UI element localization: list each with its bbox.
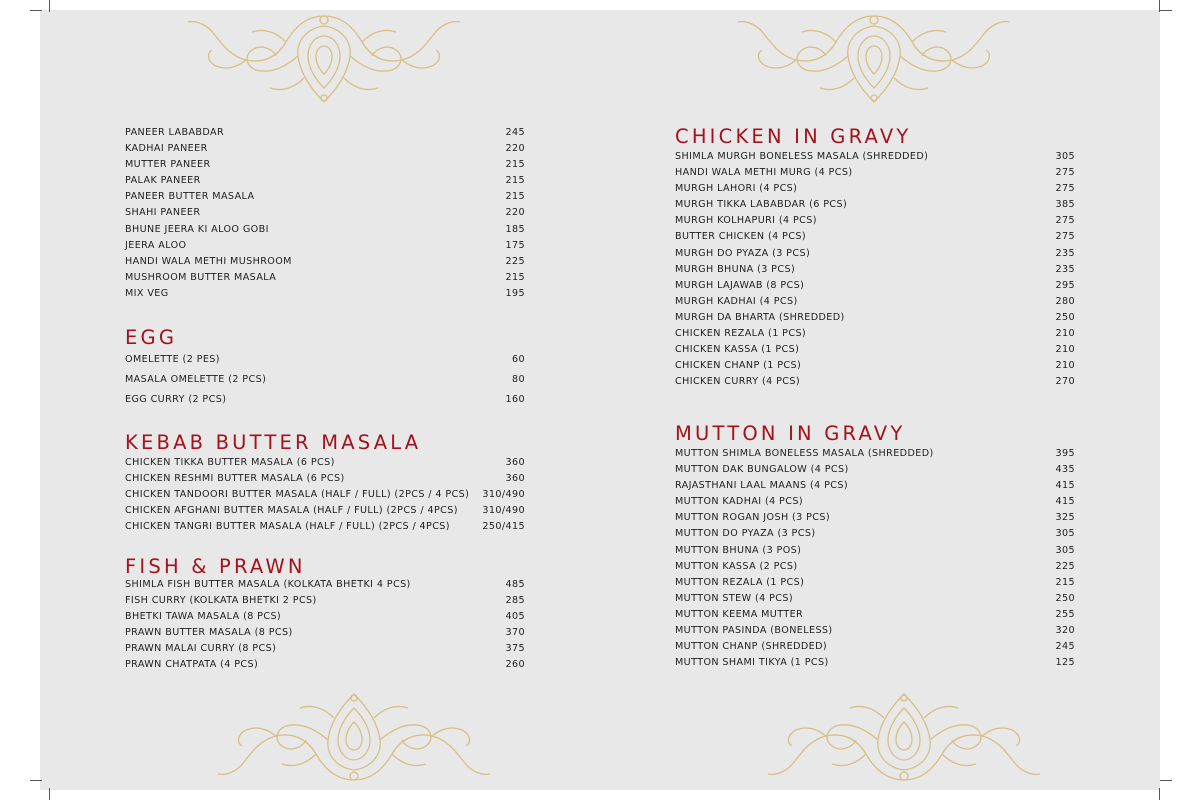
menu-item-price: 235 xyxy=(1055,263,1075,275)
menu-item xyxy=(125,657,525,673)
menu-item-price: 250 xyxy=(1055,311,1075,323)
menu-item xyxy=(125,125,525,141)
menu-item xyxy=(125,270,525,286)
menu-item-name: OMELETTE (2 PES) xyxy=(125,354,220,365)
menu-item-price: 220 xyxy=(505,143,525,155)
menu-item-price: 275 xyxy=(1055,231,1075,243)
gold-scroll-ornament-icon xyxy=(216,692,492,788)
menu-item-name: MIX VEG xyxy=(125,287,169,299)
menu-item xyxy=(125,487,525,503)
menu-item-price: 260 xyxy=(505,659,525,671)
menu-item-name: MURGH KOLHAPURI (4 PCS) xyxy=(675,215,817,227)
menu-item-name: CHICKEN TANDOORI BUTTER MASALA (HALF / FULL) (2PCS / 4 PCS) xyxy=(125,489,470,501)
menu-item-name: MURGH LAJAWAB (8 PCS) xyxy=(675,279,805,291)
menu-item-price: 275 xyxy=(1055,215,1075,227)
menu-item xyxy=(125,625,525,641)
menu-item xyxy=(675,494,1075,510)
menu-item xyxy=(125,189,525,205)
menu-item xyxy=(125,609,525,625)
menu-item-name: MUTTON STEW (4 PCS) xyxy=(675,592,793,604)
menu-item xyxy=(125,157,525,173)
menu-item-name: RAJASTHANI LAAL MAANS (4 PCS) xyxy=(675,480,848,492)
menu-item-name: MASALA OMELETTE (2 PCS) xyxy=(125,374,267,385)
menu-item xyxy=(675,278,1075,294)
menu-item-price: 275 xyxy=(1055,183,1075,195)
menu-item-price: 215 xyxy=(505,175,525,187)
menu-item-name: MUTTON ROGAN JOSH (3 PCS) xyxy=(675,512,831,524)
menu-item xyxy=(675,543,1075,559)
menu-item-price: 250/415 xyxy=(482,521,525,533)
chicken-section xyxy=(675,126,1075,390)
menu-item-name: MUTTON DAK BUNGALOW (4 PCS) xyxy=(675,464,849,476)
menu-item xyxy=(675,213,1075,229)
crop-mark xyxy=(49,0,50,12)
menu-item-name: MUTTON KADHAI (4 PCS) xyxy=(675,496,803,508)
menu-item xyxy=(125,390,525,410)
menu-item-price: 225 xyxy=(505,255,525,267)
menu-item xyxy=(125,577,525,593)
menu-item-name: EGG CURRY (2 PCS) xyxy=(125,394,227,405)
menu-item-price: 185 xyxy=(505,223,525,235)
menu-item-name: MUTTON SHAMI TIKYA (1 PCS) xyxy=(675,657,829,669)
veg-list xyxy=(125,125,525,302)
menu-item-name: KADHAI PANEER xyxy=(125,143,208,155)
menu-item-price: 80 xyxy=(511,374,525,385)
menu-item-price: 210 xyxy=(1055,328,1075,340)
menu-item xyxy=(675,246,1075,262)
gold-scroll-ornament-icon xyxy=(766,692,1042,788)
menu-item-name: SHIMLA MURGH BONELESS MASALA (SHREDDED) xyxy=(675,151,929,162)
menu-item-name: CHICKEN TANGRI BUTTER MASALA (HALF / FULL) (2PCS / 4PCS) xyxy=(125,521,450,533)
crop-mark xyxy=(1160,10,1172,11)
crop-mark xyxy=(1160,780,1172,781)
menu-item-name: FISH CURRY (KOLKATA BHETKI 2 PCS) xyxy=(125,595,317,607)
menu-item-price: 295 xyxy=(1055,279,1075,291)
menu-item-name: CHICKEN AFGHANI BUTTER MASALA (HALF / FULL) (2PCS / 4PCS) xyxy=(125,505,458,517)
menu-item-price: 275 xyxy=(1055,167,1075,179)
menu-item xyxy=(675,623,1075,639)
menu-item-name: MUTTON SHIMLA BONELESS MASALA (SHREDDED) xyxy=(675,448,934,459)
menu-item xyxy=(675,181,1075,197)
menu-item-name: MUTTON DO PYAZA (3 PCS) xyxy=(675,528,816,540)
menu-item-price: 375 xyxy=(505,643,525,655)
menu-item xyxy=(675,342,1075,358)
egg-section xyxy=(125,327,525,410)
menu-item xyxy=(675,655,1075,671)
chicken-heading: CHICKEN IN GRAVY xyxy=(675,125,912,148)
menu-item xyxy=(675,591,1075,607)
menu-item xyxy=(675,526,1075,542)
kebab-section xyxy=(125,432,525,535)
menu-item-name: CHICKEN CHANP (1 PCS) xyxy=(675,360,802,372)
crop-mark xyxy=(30,10,42,11)
menu-item-price: 360 xyxy=(505,457,525,468)
menu-item-price: 225 xyxy=(1055,560,1075,572)
menu-item-name: MURGH DA BHARTA (SHREDDED) xyxy=(675,311,845,323)
menu-item-name: MURGH DO PYAZA (3 PCS) xyxy=(675,247,811,259)
menu-item-name: HANDI WALA METHI MURG (4 PCS) xyxy=(675,167,853,179)
menu-item xyxy=(125,455,525,471)
menu-item xyxy=(675,294,1075,310)
menu-item-name: PALAK PANEER xyxy=(125,175,201,187)
menu-item-price: 235 xyxy=(1055,247,1075,259)
menu-item-name: MUTTON KASSA (2 PCS) xyxy=(675,560,798,572)
crop-mark xyxy=(49,788,50,800)
menu-item xyxy=(675,374,1075,390)
menu-item-name: MUTTON REZALA (1 PCS) xyxy=(675,576,805,588)
crop-mark xyxy=(1159,788,1160,800)
menu-item-name: SHIMLA FISH BUTTER MASALA (KOLKATA BHETKI 4 PCS) xyxy=(125,579,411,590)
menu-item xyxy=(675,310,1075,326)
menu-item xyxy=(675,229,1075,245)
menu-item-name: CHICKEN TIKKA BUTTER MASALA (6 PCS) xyxy=(125,457,335,468)
menu-item-price: 405 xyxy=(505,611,525,623)
menu-item-name: JEERA ALOO xyxy=(125,239,187,251)
menu-item-price: 280 xyxy=(1055,295,1075,307)
menu-item xyxy=(675,262,1075,278)
gold-scroll-ornament-icon xyxy=(736,8,1012,104)
fish-heading: FISH & PRAWN xyxy=(125,555,306,578)
menu-item-price: 285 xyxy=(505,595,525,607)
menu-item xyxy=(125,471,525,487)
menu-item-price: 385 xyxy=(1055,199,1075,211)
menu-item-name: CHICKEN REZALA (1 PCS) xyxy=(675,328,807,340)
menu-item-name: MUSHROOM BUTTER MASALA xyxy=(125,271,277,283)
menu-item-price: 435 xyxy=(1055,464,1075,476)
menu-item-name: MUTTER PANEER xyxy=(125,159,211,171)
menu-item-price: 325 xyxy=(1055,512,1075,524)
menu-item-name: BHUNE JEERA KI ALOO GOBI xyxy=(125,223,269,235)
menu-item-price: 255 xyxy=(1055,608,1075,620)
menu-item-price: 60 xyxy=(511,354,525,365)
menu-item-name: PANEER BUTTER MASALA xyxy=(125,191,255,203)
menu-item xyxy=(125,503,525,519)
menu-item-price: 210 xyxy=(1055,360,1075,372)
menu-item xyxy=(675,639,1075,655)
menu-item-price: 175 xyxy=(505,239,525,251)
menu-item xyxy=(125,519,525,535)
menu-item-name: MURGH TIKKA LABABDAR (6 PCS) xyxy=(675,199,848,211)
menu-item xyxy=(125,141,525,157)
menu-item xyxy=(125,593,525,609)
menu-item-name: BUTTER CHICKEN (4 PCS) xyxy=(675,231,806,243)
menu-item xyxy=(675,149,1075,165)
menu-item-price: 320 xyxy=(1055,625,1075,637)
menu-item-name: CHICKEN CURRY (4 PCS) xyxy=(675,376,800,388)
menu-item xyxy=(125,370,525,390)
menu-item xyxy=(125,173,525,189)
fish-section xyxy=(125,556,525,674)
menu-item xyxy=(675,478,1075,494)
menu-item-price: 305 xyxy=(1055,528,1075,540)
menu-item-name: PRAWN MALAI CURRY (8 PCS) xyxy=(125,643,277,655)
menu-item-name: MURGH KADHAI (4 PCS) xyxy=(675,295,798,307)
menu-item-price: 215 xyxy=(1055,576,1075,588)
menu-item xyxy=(675,559,1075,575)
menu-item xyxy=(675,462,1075,478)
menu-item-name: MUTTON BHUNA (3 POS) xyxy=(675,544,802,556)
menu-item xyxy=(125,222,525,238)
menu-item-name: CHICKEN KASSA (1 PCS) xyxy=(675,344,800,356)
menu-item-name: BHETKI TAWA MASALA (8 PCS) xyxy=(125,611,282,623)
menu-item xyxy=(125,254,525,270)
gold-scroll-ornament-icon xyxy=(186,8,462,104)
menu-item-price: 395 xyxy=(1055,448,1075,459)
menu-item-price: 270 xyxy=(1055,376,1075,388)
menu-item-price: 220 xyxy=(505,207,525,219)
menu-item-price: 415 xyxy=(1055,480,1075,492)
menu-item-name: SHAHI PANEER xyxy=(125,207,201,219)
menu-item-price: 215 xyxy=(505,191,525,203)
menu-item xyxy=(125,641,525,657)
menu-item xyxy=(675,326,1075,342)
menu-item xyxy=(675,607,1075,623)
menu-item-name: HANDI WALA METHI MUSHROOM xyxy=(125,255,292,267)
menu-item-name: PANEER LABABDAR xyxy=(125,127,225,138)
menu-item-price: 245 xyxy=(1055,641,1075,653)
menu-item-name: MUTTON KEEMA MUTTER xyxy=(675,608,804,620)
menu-item-name: MURGH LAHORI (4 PCS) xyxy=(675,183,798,195)
menu-item xyxy=(125,286,525,302)
menu-item xyxy=(675,165,1075,181)
menu-item xyxy=(125,205,525,221)
menu-item xyxy=(675,446,1075,462)
menu-item-name: MURGH BHUNA (3 PCS) xyxy=(675,263,796,275)
menu-item xyxy=(125,350,525,370)
menu-item-price: 245 xyxy=(505,127,525,138)
menu-item-name: MUTTON PASINDA (BONELESS) xyxy=(675,625,833,637)
menu-item-price: 415 xyxy=(1055,496,1075,508)
egg-heading: EGG xyxy=(125,326,178,349)
mutton-heading: MUTTON IN GRAVY xyxy=(675,422,906,445)
menu-item-name: MUTTON CHANP (SHREDDED) xyxy=(675,641,828,653)
menu-item-price: 210 xyxy=(1055,344,1075,356)
menu-item-price: 305 xyxy=(1055,151,1075,162)
menu-item-price: 215 xyxy=(505,271,525,283)
menu-item-price: 250 xyxy=(1055,592,1075,604)
menu-item xyxy=(675,358,1075,374)
menu-item xyxy=(675,510,1075,526)
crop-mark xyxy=(30,780,42,781)
menu-item-price: 160 xyxy=(505,394,525,405)
kebab-heading: KEBAB BUTTER MASALA xyxy=(125,431,422,454)
menu-item-price: 310/490 xyxy=(482,489,525,501)
menu-item xyxy=(675,575,1075,591)
menu-item-price: 195 xyxy=(505,287,525,299)
menu-item xyxy=(675,197,1075,213)
menu-item-price: 360 xyxy=(505,473,525,485)
menu-item-name: PRAWN CHATPATA (4 PCS) xyxy=(125,659,259,671)
menu-item-price: 485 xyxy=(505,579,525,590)
menu-item-price: 310/490 xyxy=(482,505,525,517)
menu-item-price: 305 xyxy=(1055,544,1075,556)
menu-item-name: PRAWN BUTTER MASALA (8 PCS) xyxy=(125,627,293,639)
menu-item-price: 125 xyxy=(1055,657,1075,669)
menu-item-price: 215 xyxy=(505,159,525,171)
menu-item-name: CHICKEN RESHMI BUTTER MASALA (6 PCS) xyxy=(125,473,345,485)
menu-item-price: 370 xyxy=(505,627,525,639)
mutton-section xyxy=(675,423,1075,671)
menu-item xyxy=(125,238,525,254)
